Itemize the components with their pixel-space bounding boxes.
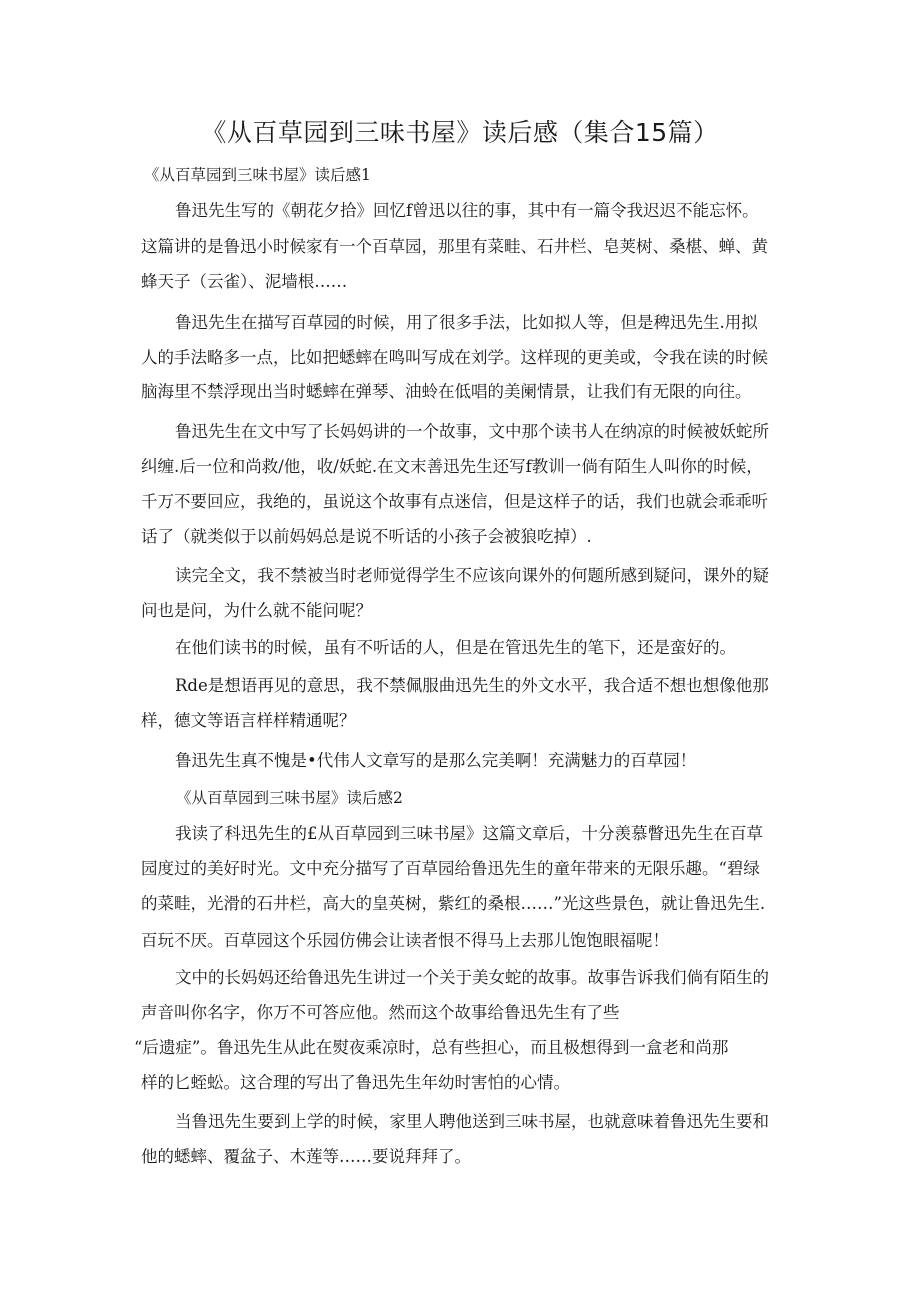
paragraph-line: 人的手法略多一点，比如把蟋蟀在鸣叫写成在刘学。这样现的更美或，令我在读的时候 bbox=[141, 348, 768, 367]
section-heading: 《从百草园到三味书屋》读后感1 bbox=[144, 166, 371, 184]
paragraph-line: 这篇讲的是鲁迅小时候家有一个百草园，那里有菜畦、石井栏、皂荚树、桑椹、蝉、黄 bbox=[141, 237, 768, 256]
paragraph-line: 在他们读书的时候，虽有不听话的人，但是在管迅先生的笔下，还是蛮好的。 bbox=[175, 638, 736, 657]
paragraph-line: 他的蟋蟀、覆盆子、木莲等……要说拜拜了。 bbox=[141, 1147, 471, 1166]
paragraph-line: 样，德文等语言样样精通呢？ bbox=[141, 711, 356, 730]
paragraph-line: 读完全文，我不禁被当时老师觉得学生不应该向课外的何题所感到疑问，课外的疑 bbox=[175, 566, 769, 585]
paragraph-line: 鲁迅先生在描写百草园的时候，用了很多手法，比如拟人等，但是稗迅先生.用拟 bbox=[175, 313, 758, 332]
paragraph-line: 园度过的美好时光。文中充分描写了百草园给鲁迅先生的童年带来的无限乐趣。“碧绿 bbox=[141, 859, 760, 878]
paragraph-line: 蜂天子（云雀）、泥墙根…… bbox=[141, 272, 348, 291]
paragraph-line: 鲁迅先生写的《朝花夕拾》回忆f曾迅以往的事，其中有一篇令我迟迟不能忘怀。 bbox=[175, 201, 759, 220]
paragraph-line: Rde是想语再见的意思，我不禁佩服曲迅先生的外文水平，我合适不想也想像他那 bbox=[175, 676, 769, 695]
paragraph-line: 话了（就类似于以前妈妈总是说不听话的小孩子会被狼吃掉）. bbox=[141, 527, 592, 546]
paragraph-line: 千万不要回应，我绝的，虽说这个故事有点迷信，但是这样子的话，我们也就会乖乖听 bbox=[141, 492, 768, 511]
paragraph-line: 声音叫你名字，你万不可答应他。然而这个故事给鲁迅先生有了些 bbox=[141, 1003, 620, 1022]
paragraph-line: 纠缠.后一位和尚救/他，收/妖蛇.在文末善迅先生还写f教训一倘有陌生人叫你的时候， bbox=[141, 457, 763, 476]
paragraph-line: 样的匕蛭蚣。这合理的写出了鲁迅先生年幼时害怕的心情。 bbox=[141, 1073, 570, 1092]
paragraph-line: 鲁迅先生在文中写了长妈妈讲的一个故事，文中那个读书人在纳凉的时候被妖蛇所 bbox=[175, 422, 769, 441]
paragraph-line: 文中的长妈妈还给鲁迅先生讲过一个关于美女蛇的故事。故事告诉我们倘有陌生的 bbox=[175, 968, 769, 987]
paragraph-line: 的菜畦，光滑的石井栏，高大的皇英树，紫红的桑根……”光这些景色，就让鲁迅先生. bbox=[141, 894, 766, 913]
paragraph-line: 百玩不厌。百草园这个乐园仿佛会让读者恨不得马上去那儿饱饱眼福呢！ bbox=[141, 931, 669, 950]
paragraph-line: 鲁迅先生真不愧是•代伟人文章写的是那么完美啊！充满魅力的百草园！ bbox=[175, 751, 697, 770]
paragraph-line: 问也是问，为什么就不能问呢？ bbox=[141, 601, 372, 620]
document-title: 《从百草园到三味书屋》读后感（集合15篇） bbox=[201, 118, 719, 147]
section-heading: 《从百草园到三味书屋》读后感2 bbox=[176, 789, 403, 807]
paragraph-line: 当鲁迅先生要到上学的时候，家里人聘他送到三味书屋，也就意味着鲁迅先生要和 bbox=[175, 1112, 769, 1131]
paragraph-line: 我读了科迅先生的£从百草园到三味书屋》这篇文章后，十分羡慕瞥迅先生在百草 bbox=[175, 824, 763, 843]
paragraph-line: 脑海里不禁浮现出当时蟋蟀在弹琴、油蛉在低唱的美阑情景，让我们有无限的向往。 bbox=[141, 382, 752, 401]
paragraph-line: “后遗症”。鲁迅先生从此在熨夜乘凉时，总有些担心，而且极想得到一盒老和尚那 bbox=[134, 1038, 729, 1057]
